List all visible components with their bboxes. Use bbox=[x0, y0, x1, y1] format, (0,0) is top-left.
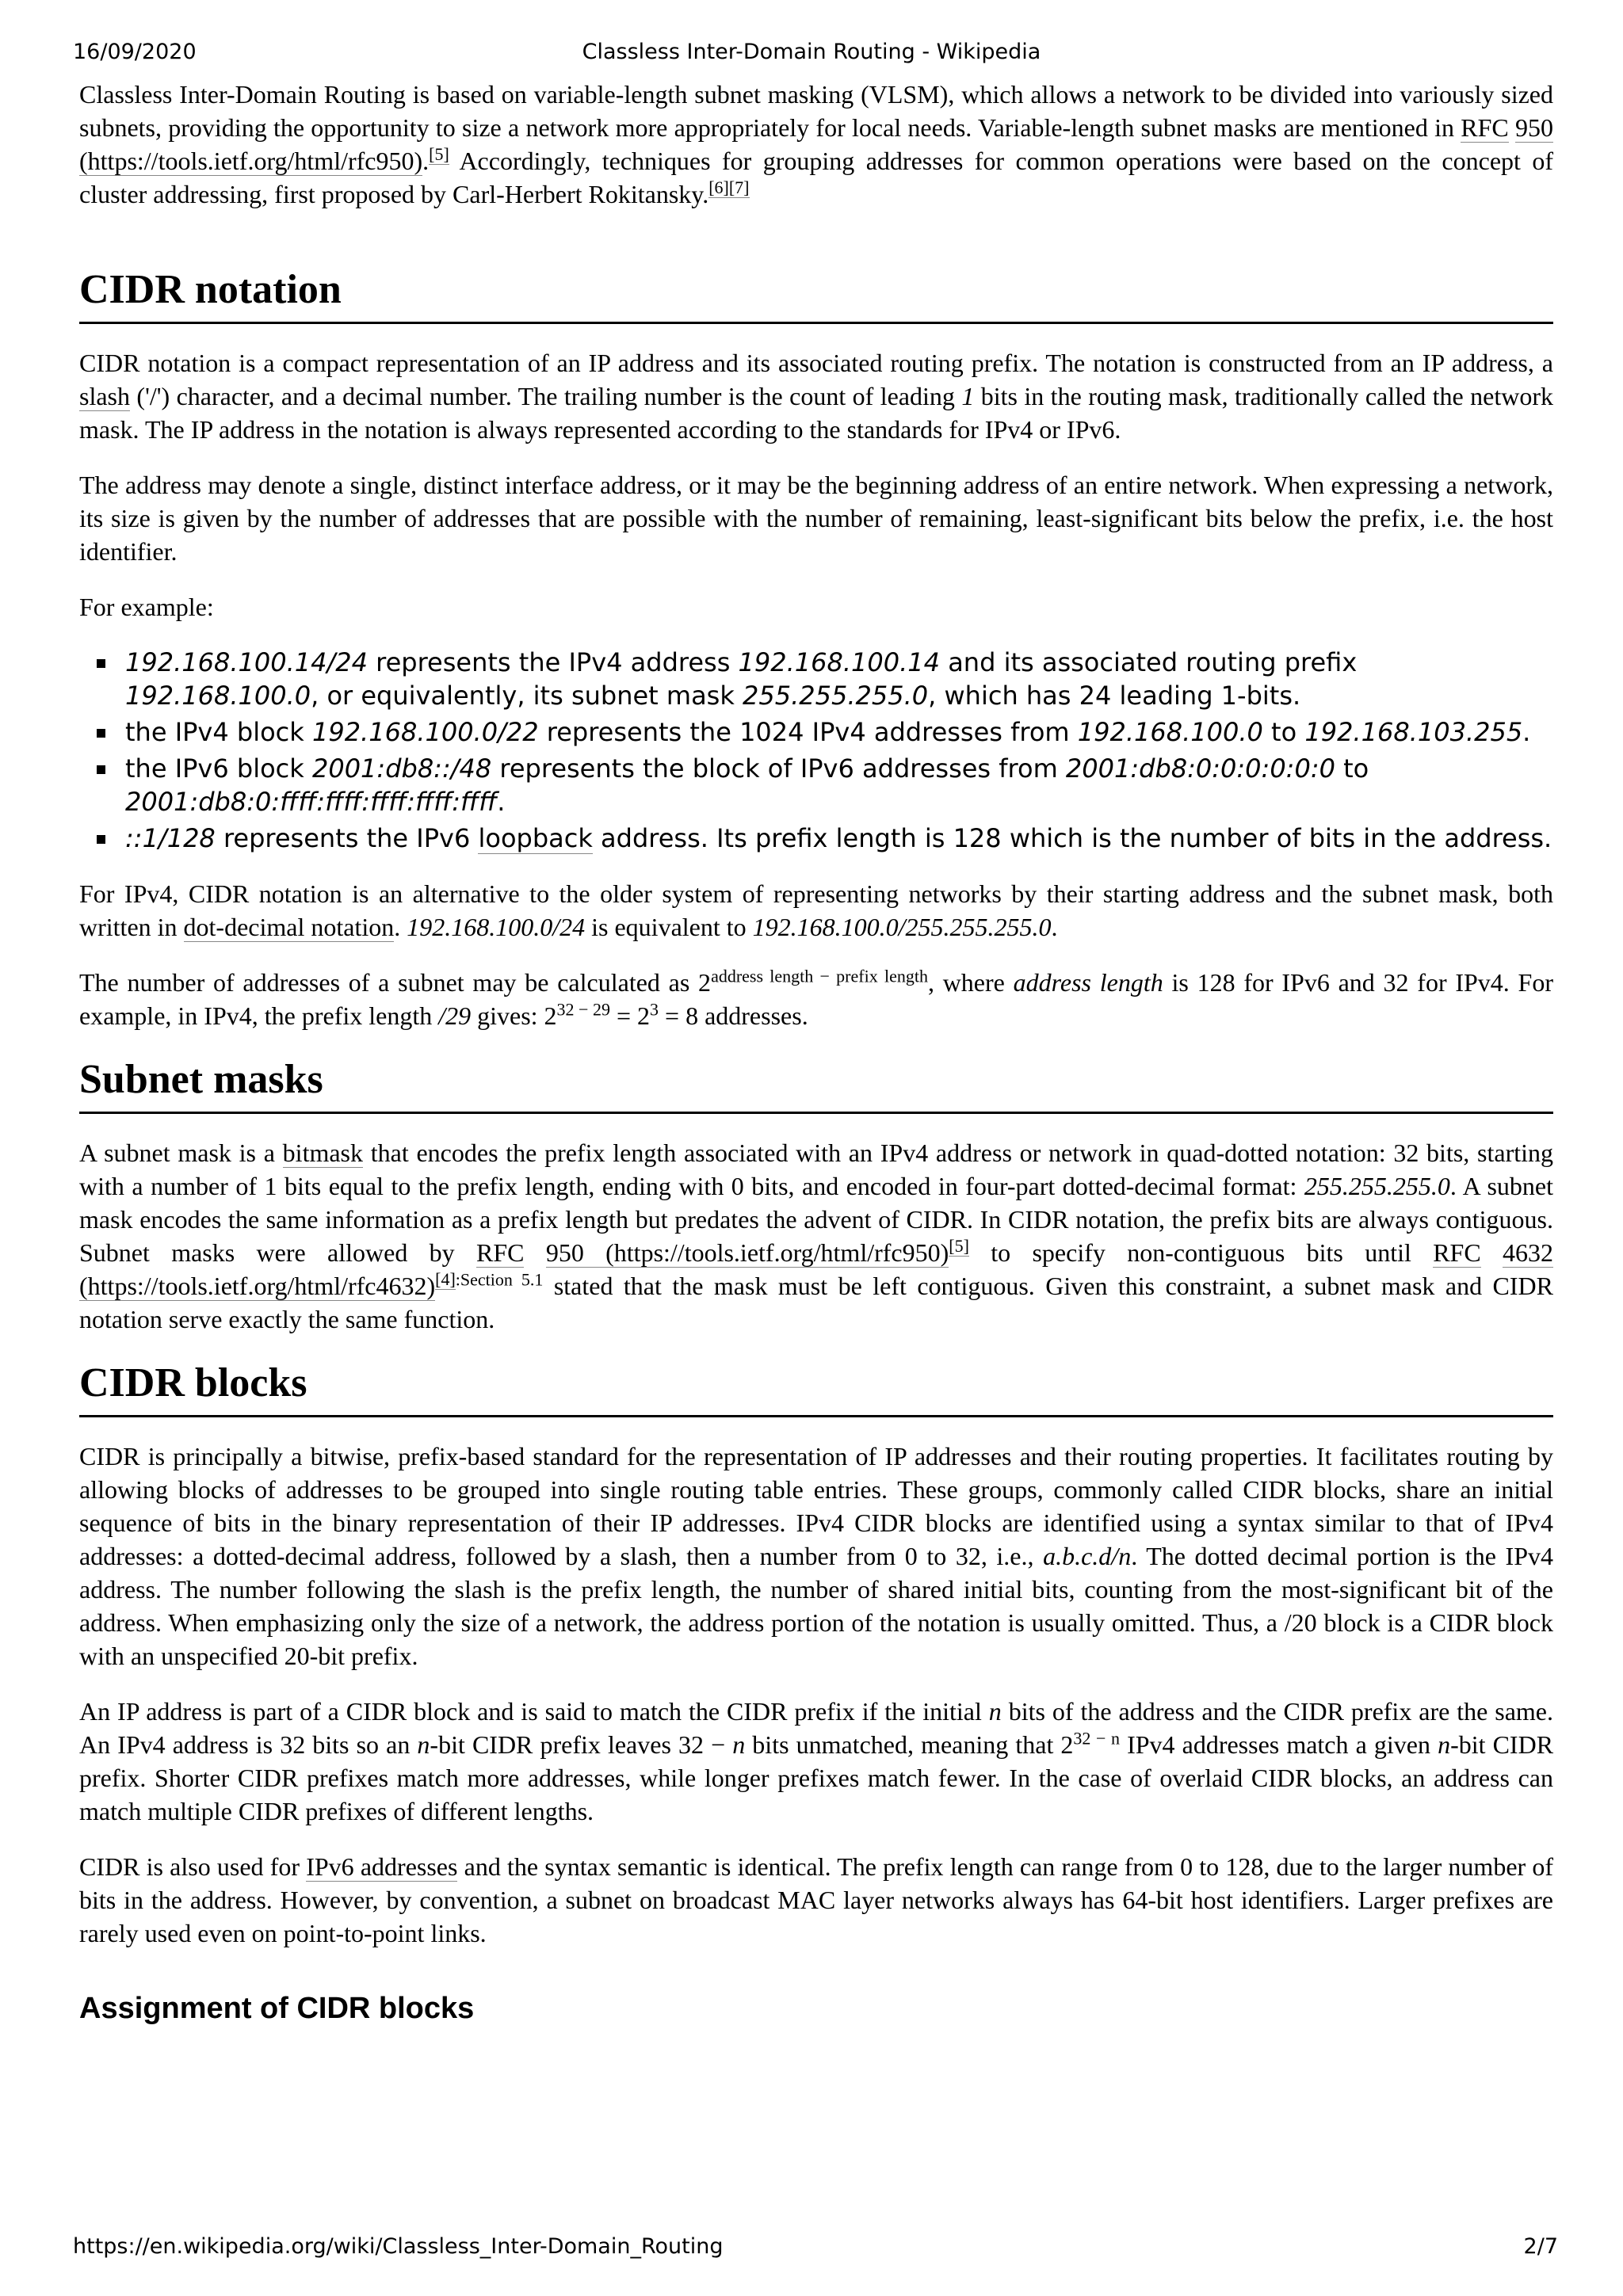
cidr-notation-p4: For IPv4, CIDR notation is an alternative to the older system of representing networks by their starting address and the subnet mask, both written in dot-decimal notation. 192.168.100.0/24 is equivalent to 192.168.100.0/255.255.255.0. bbox=[79, 879, 1553, 941]
cidr-blocks-p1: CIDR is principally a bitwise, prefix-based standard for the representation of IP addresses and their routing properties. It facilitates routing by allowing blocks of addresses to be grouped into single routing table entries. These groups, commonly called CIDR blocks, share an initial sequence of bits in the binary representation of their IP addresses. IPv4 CIDR blocks are identified using a syntax similar to that of IPv4 addresses: a dotted-decimal address, followed by a slash, then a number from 0 to 32, i.e., a.b.c.d/n. The dotted decimal portion is the IPv4 address. The number following the slash is the prefix length, the number of shared initial bits, counting from the most-significant bit of the address. When emphasizing only the size of a network, the address portion of the notation is usually omitted. Thus, a /20 block is a CIDR block with an unspecified 20-bit prefix. bbox=[79, 1442, 1554, 1670]
ref-7[interactable]: [7] bbox=[728, 177, 750, 198]
heading-cidr-blocks: CIDR blocks bbox=[79, 1358, 1553, 1417]
slash-link[interactable]: slash bbox=[79, 382, 130, 410]
rfc4632-link[interactable]: 4632 (https://tools.ietf.org/html/rfc4632) bbox=[79, 1238, 1554, 1300]
dot-decimal-link[interactable]: dot-decimal notation bbox=[183, 913, 395, 941]
cidr-notation-p3: For example: bbox=[79, 593, 214, 621]
print-title: Classless Inter-Domain Routing - Wikipedia bbox=[582, 40, 1041, 64]
ref-4[interactable]: [4] bbox=[435, 1269, 456, 1290]
intro-paragraph: Classless Inter-Domain Routing is based on variable-length subnet masking (VLSM), which allows a network to be divided into variously sized subnets, providing the opportunity to size a network more appropriately for local needs. Variable-length subnet masks are mentioned in RFC 950 (https://tools.ietf.org/html/rfc950).[5] Accordingly, techniques for grouping addresses for common operations were based on the concept of cluster addressing, first proposed by Carl-Herbert Rokitansky.[6][7] bbox=[79, 80, 1553, 208]
rfc-link[interactable]: RFC bbox=[476, 1238, 525, 1267]
ref-6[interactable]: [6] bbox=[708, 177, 729, 198]
loopback-link[interactable]: loopback bbox=[478, 823, 593, 853]
cidr-notation-p5: The number of addresses of a subnet may be calculated as $2^{address length - prefix length}$, where address length is 128 for IPv6 and 32 for IPv4. For example, in IPv4, the prefix length /29 gives: $2^{32 - 29} = 2^3 = 8$ addresses. bbox=[79, 966, 1554, 1030]
heading-cidr-notation: CIDR notation bbox=[79, 265, 1553, 324]
cidr-blocks-p3: CIDR is also used for IPv6 addresses and the syntax semantic is identical. The prefix length can range from 0 to 128, due to the larger number of bits in the address. However, by convention, a subnet on broadcast MAC layer networks always has 64-bit host identifiers. Larger prefixes are rarely used even on point-to-point links. bbox=[79, 1852, 1554, 1947]
heading-subnet-masks: Subnet masks bbox=[79, 1055, 1553, 1114]
list-item: the IPv6 block 2001:db8::/48 represents the block of IPv6 addresses from 2001:db8:0:0:0:0:0:0 to 2001:db8:0:ffff:ffff:ffff:ffff:ffff. bbox=[125, 752, 1553, 818]
print-url: https://en.wikipedia.org/wiki/Classless_Inter-Domain_Routing bbox=[73, 2234, 724, 2259]
list-item: ::1/128 represents the IPv6 loopback address. Its prefix length is 128 which is the number of bits in the address. bbox=[125, 823, 1552, 853]
list-item: 192.168.100.14/24 represents the IPv4 address 192.168.100.14 and its associated routing prefix 192.168.100.0, or equivalently, its subnet mask 255.255.255.0, which has 24 leading 1-bits. bbox=[125, 646, 1553, 712]
rfc950-link[interactable]: 950 (https://tools.ietf.org/html/rfc950) bbox=[79, 113, 1553, 175]
subnet-masks-paragraph: A subnet mask is a bitmask that encodes the prefix length associated with an IPv4 address or network in quad-dotted notation: 32 bits, starting with a number of 1 bits equal to the prefix length, ending with 0 bits, and encoded in four-part dotted-decimal format: 255.255.255.0. A subnet mask encodes the same information as a prefix length but predates the advent of CIDR. In CIDR notation, the prefix bits are always contiguous. Subnet masks were allowed by RFC 950 (https://tools.ietf.org/html/rfc950)[5] to specify non-contiguous bits until RFC 4632 (https://tools.ietf.org/html/rfc4632)$^{[4]:Section 5.1}$ stated that the mask must be left contiguous. Given this constraint, a subnet mask and CIDR notation serve exactly the same function. bbox=[79, 1138, 1554, 1333]
cidr-blocks-p2: An IP address is part of a CIDR block and is said to match the CIDR prefix if the initial n bits of the address and the CIDR prefix are the same. An IPv4 address is 32 bits so an n-bit CIDR prefix leaves 32 − n bits unmatched, meaning that $2^{32 - n}$ IPv4 addresses match a given n-bit CIDR prefix. Shorter CIDR prefixes match more addresses, while longer prefixes match fewer. In the case of overlaid CIDR blocks, an address can match multiple CIDR prefixes of different lengths. bbox=[79, 1697, 1554, 1825]
cidr-notation-p1: CIDR notation is a compact representation of an IP address and its associated routing prefix. The notation is constructed from an IP address, a slash ('/') character, and a decimal number. The trailing number is the count of leading 1 bits in the routing mask, traditionally called the network mask. The IP address in the notation is always represented according to the standards for IPv4 or IPv6. bbox=[79, 349, 1554, 444]
rfc-link[interactable]: RFC bbox=[1433, 1238, 1481, 1267]
list-item: the IPv4 block 192.168.100.0/22 represents the 1024 IPv4 addresses from 192.168.100.0 to 192.168.103.255. bbox=[125, 715, 1553, 749]
cidr-notation-p2: The address may denote a single, distinct interface address, or it may be the beginning address of an entire network. When expressing a network, its size is given by the number of addresses that are possible with the number of remaining, least-significant bits below the prefix, i.e. the host identifier. bbox=[79, 471, 1553, 566]
print-date: 16/09/2020 bbox=[73, 40, 197, 64]
ref-5[interactable]: [5] bbox=[429, 144, 449, 165]
ref-5[interactable]: [5] bbox=[949, 1236, 969, 1257]
print-header bbox=[0, 0, 1623, 87]
print-footer bbox=[0, 2234, 1623, 2274]
rfc-link[interactable]: RFC bbox=[1461, 113, 1509, 142]
heading-assignment: Assignment of CIDR blocks bbox=[79, 1992, 475, 2025]
page-number: 2/7 bbox=[1523, 2234, 1558, 2259]
examples-list bbox=[79, 646, 1553, 855]
bitmask-link[interactable]: bitmask bbox=[282, 1138, 363, 1167]
rfc950-link[interactable]: 950 (https://tools.ietf.org/html/rfc950) bbox=[545, 1238, 949, 1267]
ipv6-addresses-link[interactable]: IPv6 addresses bbox=[306, 1852, 458, 1881]
article-content bbox=[79, 78, 1553, 2029]
